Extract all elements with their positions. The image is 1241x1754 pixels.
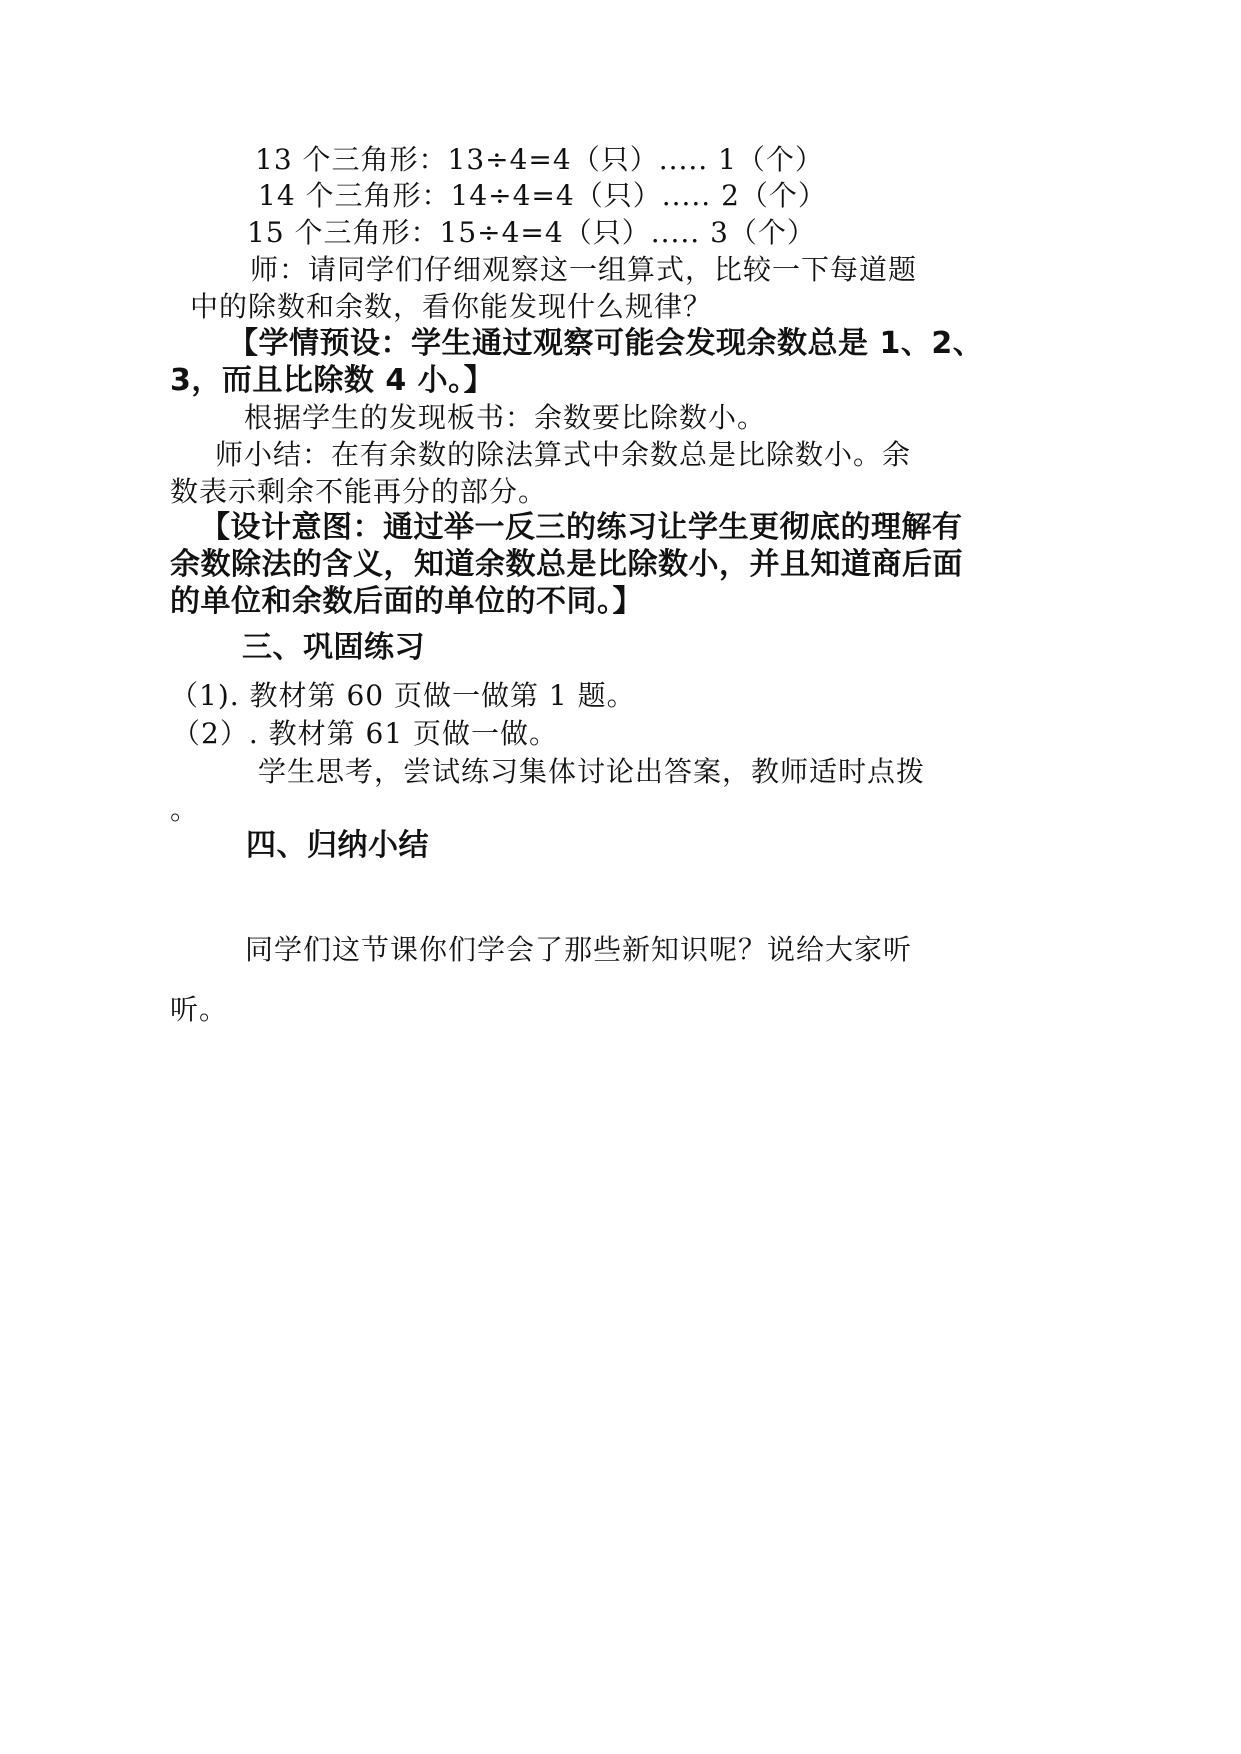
section-3-title: 三、巩固练习	[242, 630, 425, 665]
summary-line-1: 师小结：在有余数的除法算式中余数总是比除数小。余	[215, 438, 912, 471]
preset-line-2: 3，而且比除数 4 小。】	[170, 363, 495, 398]
student-activity-line-2: 。	[170, 793, 200, 826]
teacher-prompt-line-1: 师：请同学们仔细观察这一组算式，比较一下每道题	[250, 253, 918, 286]
student-activity-line-1: 学生思考，尝试练习集体讨论出答案，教师适时点拨	[258, 755, 926, 788]
exercise-item-1: （1). 教材第 60 页做一做第 1 题。	[170, 679, 636, 712]
exercise-item-2: （2）. 教材第 61 页做一做。	[172, 717, 559, 750]
design-intent-line-1: 【设计意图：通过举一反三的练习让学生更彻底的理解有	[200, 510, 963, 545]
preset-line-1: 【学情预设：学生通过观察可能会发现余数总是 1、2、	[228, 326, 984, 361]
design-intent-line-3: 的单位和余数后面的单位的不同。】	[170, 584, 643, 619]
board-note: 根据学生的发现板书：余数要比除数小。	[244, 401, 767, 434]
example-line-13: 13 个三角形：13÷4=4（只）..... 1（个）	[255, 143, 824, 176]
teacher-prompt-line-2: 中的除数和余数，看你能发现什么规律？	[190, 290, 713, 323]
section-4-title: 四、归纳小结	[246, 828, 429, 863]
example-line-14: 14 个三角形：14÷4=4（只）..... 2（个）	[258, 179, 827, 212]
summary-line-2: 数表示剩余不能再分的部分。	[170, 475, 548, 508]
example-line-15: 15 个三角形：15÷4=4（只）..... 3（个）	[247, 216, 816, 249]
closing-line-2: 听。	[170, 993, 229, 1026]
design-intent-line-2: 余数除法的含义，知道余数总是比除数小，并且知道商后面	[170, 547, 963, 582]
closing-line-1: 同学们这节课你们学会了那些新知识呢？说给大家听	[245, 933, 913, 966]
